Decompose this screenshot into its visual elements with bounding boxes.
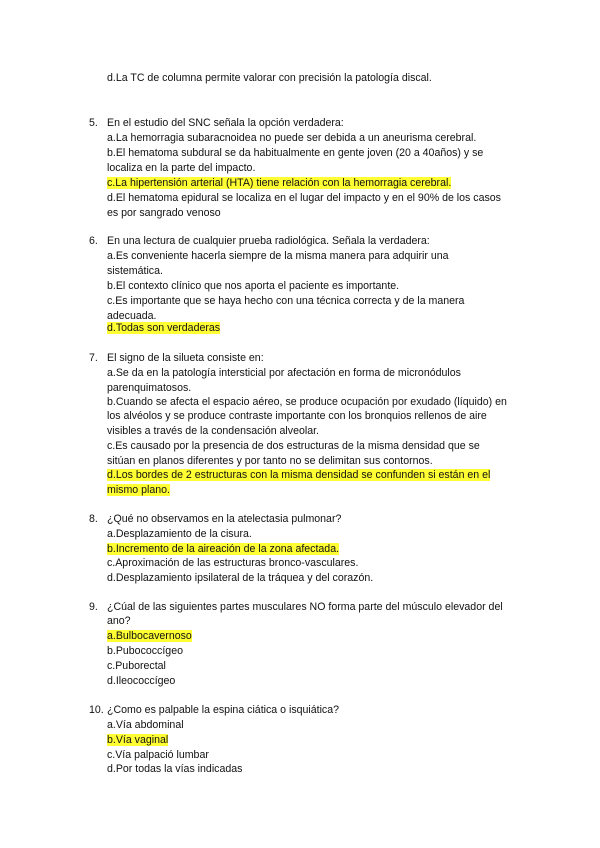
question-number: 8. bbox=[89, 513, 98, 525]
answer-text: los alvéolos y se produce contraste importante con los bronquios rellenos de aire bbox=[107, 410, 487, 422]
question-number: 5. bbox=[89, 117, 98, 129]
answer-text: a.Vía abdominal bbox=[107, 719, 184, 731]
highlighted-answer: d.Todas son verdaderas bbox=[107, 322, 221, 334]
question-stem: ¿Como es palpable la espina ciática o isquiática? bbox=[107, 704, 340, 716]
highlighted-answer: c.La hipertensión arterial (HTA) tiene relación con la hemorragia cerebral. bbox=[107, 177, 452, 189]
highlighted-answer: b.Vía vaginal bbox=[107, 734, 169, 746]
highlighted-answer: d.Los bordes de 2 estructuras con la misma densidad se confunden si están en el bbox=[107, 469, 491, 481]
answer-text: d.El hematoma epidural se localiza en el lugar del impacto y en el 90% de los casos bbox=[107, 192, 501, 204]
answer-text: c.Es importante que se haya hecho con una técnica correcta y de la manera bbox=[107, 295, 465, 307]
answer-text: adecuada. bbox=[107, 310, 157, 322]
answer-text: sitúan en planos diferentes y por tanto no se delimitan sus contornos. bbox=[107, 455, 433, 467]
answer-text: c.Aproximación de las estructuras bronco-vasculares. bbox=[107, 557, 359, 569]
answer-text: c.Vía palpació lumbar bbox=[107, 749, 209, 761]
answer-text: c.Puborectal bbox=[107, 660, 166, 672]
question-number: 6. bbox=[89, 235, 98, 247]
answer-text: sistemática. bbox=[107, 265, 163, 277]
answer-text: visibles a través de la condensación alveolar. bbox=[107, 425, 319, 437]
answer-text: a.La hemorragia subaracnoidea no puede ser debida a un aneurisma cerebral. bbox=[107, 132, 477, 144]
answer-text: b.Pubococcígeo bbox=[107, 645, 183, 657]
question-stem: En el estudio del SNC señala la opción verdadera: bbox=[107, 117, 344, 129]
answer-text: a.Se da en la patología intersticial por afectación en forma de micronódulos bbox=[107, 367, 461, 379]
answer-text: b.El contexto clínico que nos aporta el paciente es importante. bbox=[107, 280, 400, 292]
highlighted-answer: b.Incremento de la aireación de la zona afectada. bbox=[107, 543, 340, 555]
answer-text: b.Cuando se afecta el espacio aéreo, se produce ocupación por exudado (líquido) en bbox=[107, 396, 507, 408]
answer-text: localiza en la parte del impacto. bbox=[107, 162, 256, 174]
answer-text: c.Es causado por la presencia de dos estructuras de la misma densidad que se bbox=[107, 440, 480, 452]
question-stem: En una lectura de cualquier prueba radiológica. Señala la verdadera: bbox=[107, 235, 430, 247]
question-stem: ano? bbox=[107, 615, 131, 627]
answer-text: d.Ileococcígeo bbox=[107, 675, 176, 687]
answer-text: d.Por todas la vías indicadas bbox=[107, 763, 243, 775]
highlighted-answer: a.Bulbocavernoso bbox=[107, 630, 192, 642]
question-number: 10. bbox=[89, 704, 104, 716]
question-stem: El signo de la silueta consiste en: bbox=[107, 352, 264, 364]
highlighted-answer: mismo plano. bbox=[107, 484, 170, 496]
answer-text: a.Es conveniente hacerla siempre de la misma manera para adquirir una bbox=[107, 250, 449, 262]
answer-text: d.La TC de columna permite valorar con precisión la patología discal. bbox=[107, 72, 432, 84]
question-stem: ¿Cúal de las siguientes partes musculares NO forma parte del músculo elevador del bbox=[107, 601, 503, 613]
answer-text: b.El hematoma subdural se da habitualmente en gente joven (20 a 40años) y se bbox=[107, 147, 484, 159]
question-stem: ¿Qué no observamos en la atelectasia pulmonar? bbox=[107, 513, 342, 525]
question-number: 9. bbox=[89, 601, 98, 613]
answer-text: d.Desplazamiento ipsilateral de la tráquea y del corazón. bbox=[107, 572, 374, 584]
answer-text: parenquimatosos. bbox=[107, 382, 192, 394]
answer-text: a.Desplazamiento de la cisura. bbox=[107, 528, 252, 540]
answer-text: es por sangrado venoso bbox=[107, 207, 221, 219]
question-number: 7. bbox=[89, 352, 98, 364]
